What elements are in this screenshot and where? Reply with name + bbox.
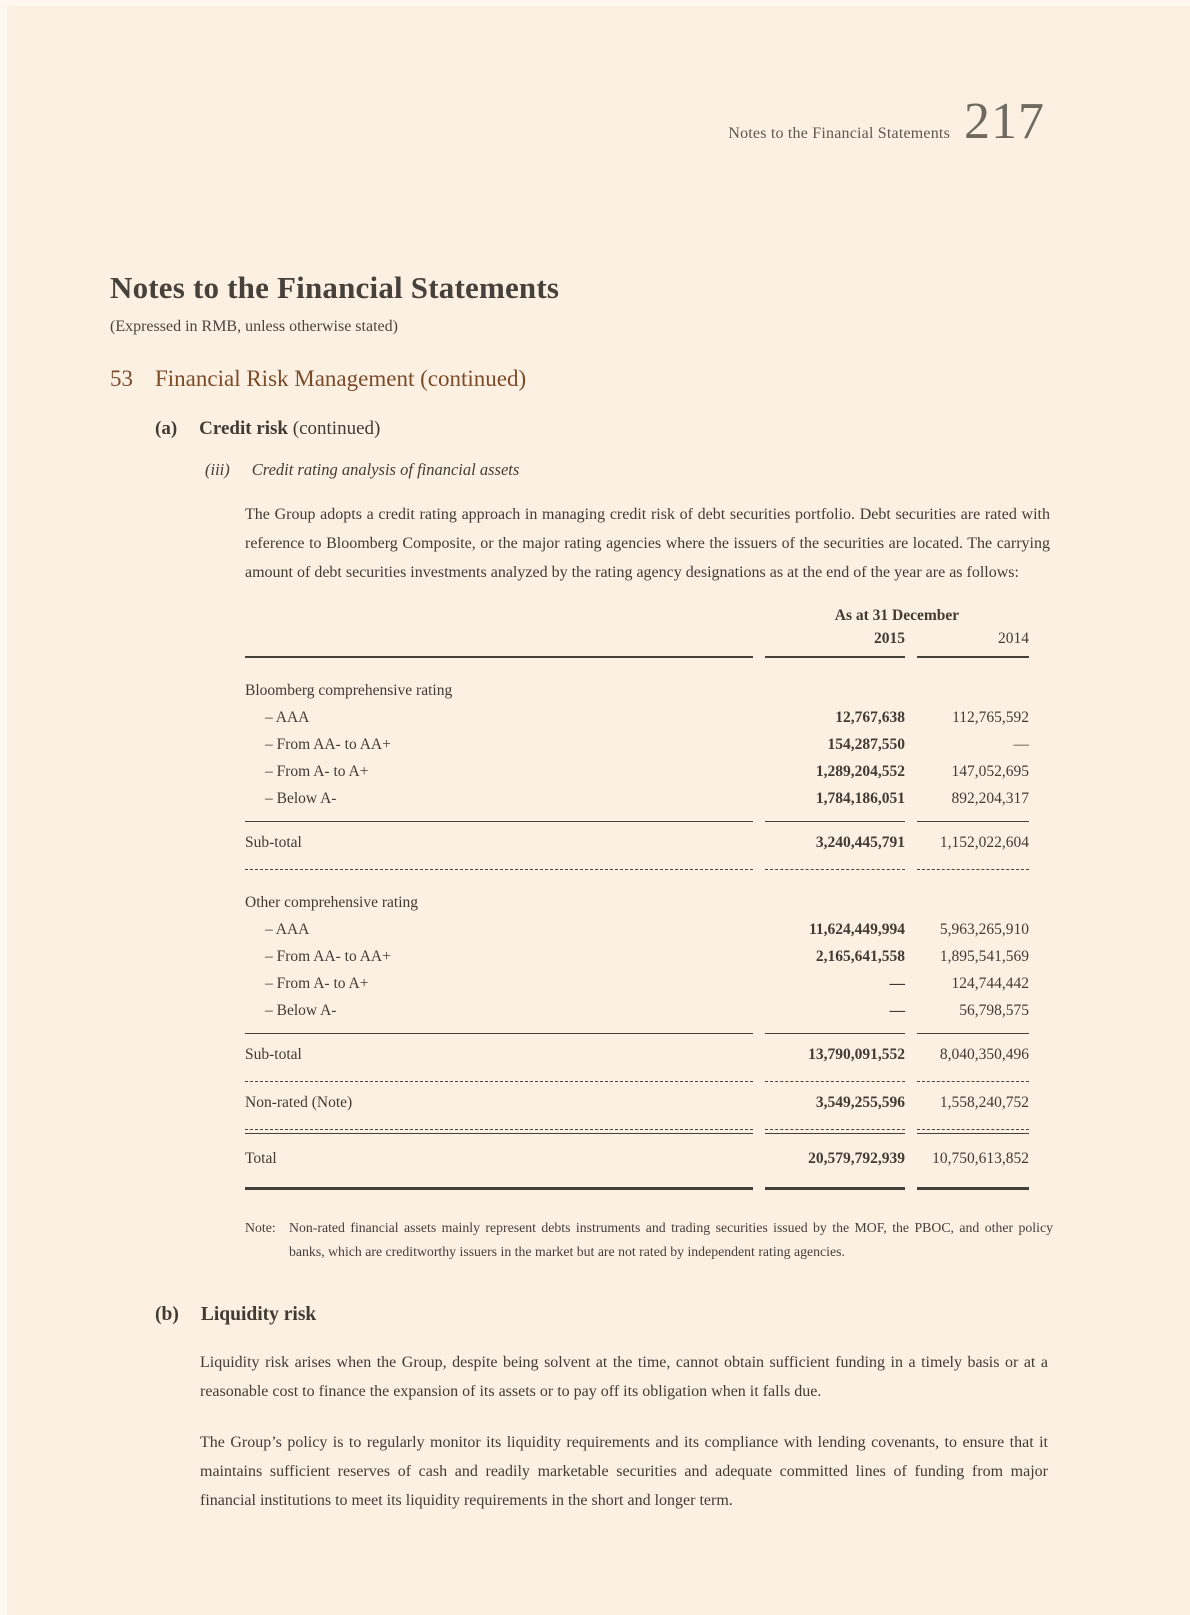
table-rule-thick: [245, 1179, 1029, 1190]
table-row-item: – From AA- to AA+ 154,287,550 —: [265, 736, 1029, 753]
table-row-group: Other comprehensive rating: [245, 894, 419, 911]
subsection-a-title: Credit risk: [199, 418, 288, 439]
table-note: [245, 1216, 1053, 1264]
note-text: Non-rated financial assets mainly represent debts instruments and trading securities issued by the MOF, the PBOC, and other policy banks, which are creditworthy issuers in the market but are not rated by independent rating agencies.: [289, 1220, 1053, 1259]
column-header-2015: 2015: [874, 630, 905, 647]
subsection-iii-heading: [205, 460, 1048, 480]
table-rule-dashed: [245, 861, 1029, 870]
column-header-2014: 2014: [998, 630, 1029, 647]
page-content: [110, 270, 1053, 1515]
table-row-item: – From AA- to AA+ 2,165,641,558 1,895,541,569: [265, 948, 1029, 965]
table-rule-solid: [245, 1024, 1029, 1034]
page-number: 217: [964, 93, 1045, 150]
page-edge-top: [0, 0, 1190, 6]
table-row-total: Total 20,579,792,939 10,750,613,852: [245, 1150, 1029, 1167]
table-row-item: – AAA 11,624,449,994 5,963,265,910: [265, 921, 1029, 938]
liquidity-paragraph-1: Liquidity risk arises when the Group, despite being solvent at the time, cannot obtain sufficient funding in a timely basis or at a reasonable cost to finance the expansion of its assets or to pay off its obligation when it falls due.: [200, 1354, 1048, 1400]
subsection-iii-title: Credit rating analysis of financial assets: [251, 460, 520, 479]
table-row-item: – Below A- 1,784,186,051 892,204,317: [265, 790, 1029, 807]
table-rule-solid: [245, 812, 1029, 822]
subsection-b-label: (b): [155, 1304, 179, 1325]
intro-paragraph: The Group adopts a credit rating approach in managing credit risk of debt securities portfolio. Debt securities are rated with reference to Bloomberg Composite, or the major rating agencies where the issuers of the securities are located. The carrying amount of debt securities investments analyzed by the rating agency designations as at the end of the year are as follows:: [245, 506, 1050, 581]
table-row-item: – AAA 12,767,638 112,765,592: [265, 709, 1029, 726]
table-rule-dashed: [245, 1073, 1029, 1082]
table-row-item: – From A- to A+ — 124,744,442: [265, 975, 1029, 992]
credit-rating-table: [245, 605, 1055, 1190]
liquidity-paragraph-2: The Group’s policy is to regularly monitor its liquidity requirements and its compliance with lending covenants, to ensure that it maintains sufficient reserves of cash and readily marketable securities and adequate committed lines of funding from major financial institutions to meet its liquidity requirements in the short and longer term.: [200, 1434, 1048, 1509]
note-label: Note:: [245, 1220, 276, 1235]
table-row-item: – Below A- — 56,798,575: [265, 1002, 1029, 1019]
subsection-b-heading: [155, 1304, 1048, 1326]
table-year-header-row: [245, 628, 1029, 656]
table-header-group-row: [245, 605, 1029, 628]
table-rule-dashed: [245, 1121, 1029, 1130]
table-header-group: As at 31 December: [834, 607, 960, 624]
page-subtitle: (Expressed in RMB, unless otherwise stated): [110, 318, 398, 335]
section-number: 53: [110, 366, 133, 391]
section-title: Financial Risk Management (continued): [155, 366, 527, 391]
page-title: Notes to the Financial Statements: [110, 270, 560, 305]
table-row-subtotal: Sub-total 13,790,091,552 8,040,350,496: [245, 1046, 1029, 1063]
subsection-a-heading: [155, 418, 1048, 440]
subsection-a-label: (a): [155, 418, 178, 439]
table-row-subtotal: Sub-total 3,240,445,791 1,152,022,604: [245, 834, 1029, 851]
subsection-iii-label: (iii): [205, 460, 230, 479]
running-header-title: Notes to the Financial Statements: [728, 125, 950, 142]
table-row-subtotal: Non-rated (Note) 3,549,255,596 1,558,240,752: [245, 1094, 1029, 1111]
table-row-item: – From A- to A+ 1,289,204,552 147,052,695: [265, 763, 1029, 780]
subsection-a-suffix: (continued): [292, 418, 381, 439]
page-edge-left: [0, 0, 7, 1615]
table-row-group: Bloomberg comprehensive rating: [245, 682, 453, 699]
section-53-heading: [110, 366, 1048, 392]
running-header: [728, 93, 1045, 150]
rating-table-body: [245, 605, 1029, 1190]
subsection-b-title: Liquidity risk: [200, 1304, 317, 1325]
